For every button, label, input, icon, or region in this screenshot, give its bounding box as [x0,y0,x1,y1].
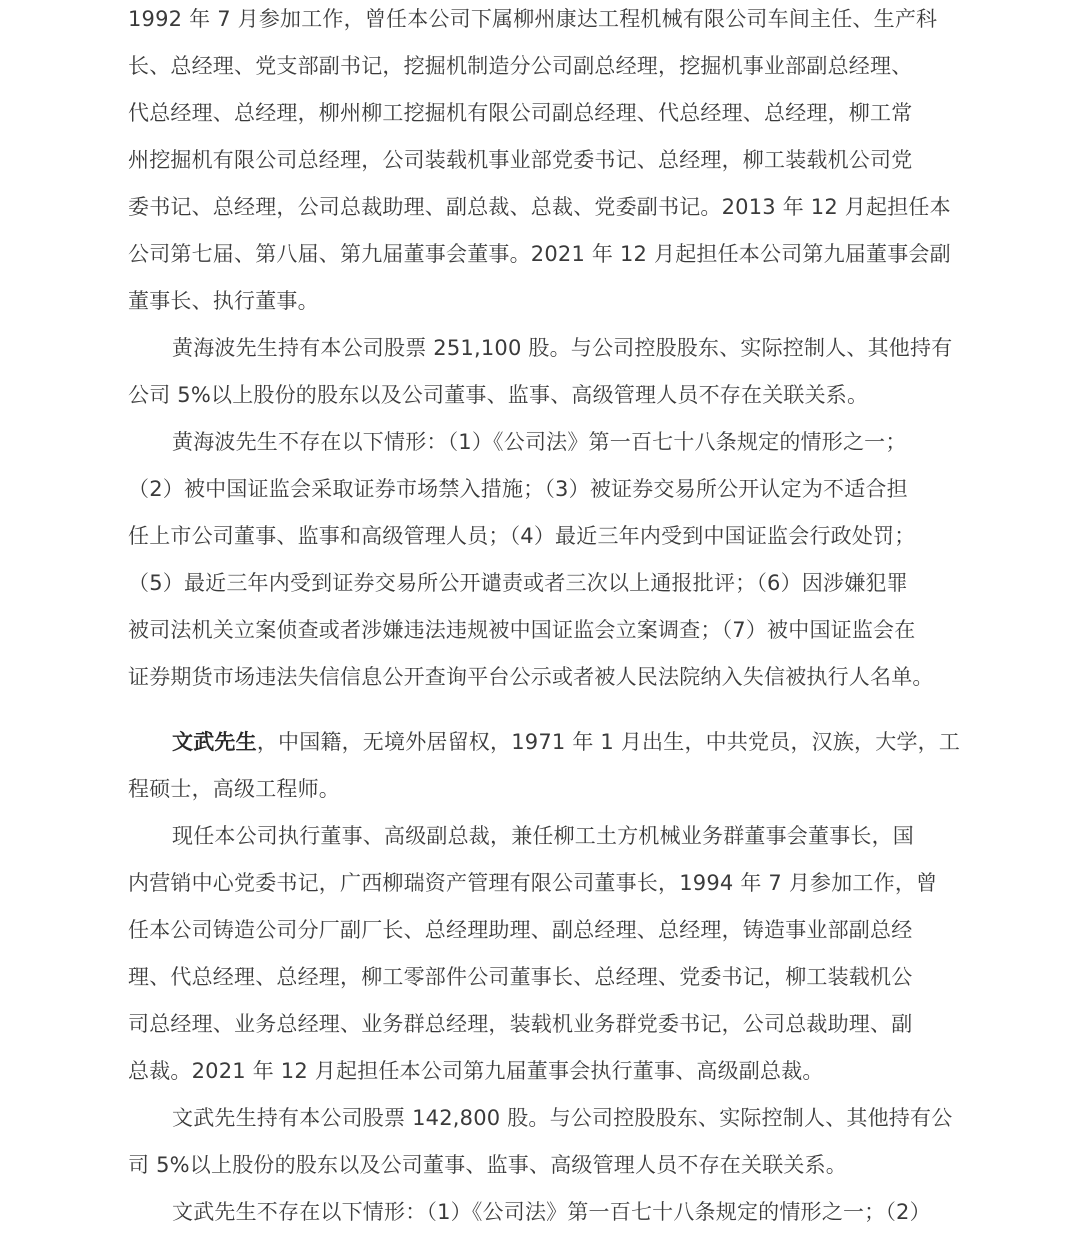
text-line: 董事长、执行董事。 [128,289,319,313]
text-line: 被司法机关立案侦查或者涉嫌违法违规被中国证监会立案调查；（7）被中国证监会在 [128,618,916,642]
text-line [172,727,960,757]
text-line: 黄海波先生不存在以下情形：（1）《公司法》第一百七十八条规定的情形之一； [172,430,907,454]
text-line: 公司 5%以上股份的股东以及公司董事、监事、高级管理人员不存在关联关系。 [128,383,869,407]
text-line: 司总经理、业务总经理、业务群总经理，装载机业务群党委书记，公司总裁助理、副 [128,1012,913,1036]
text-line: 公司第七届、第八届、第九届董事会董事。2021 年 12 月起担任本公司第九届董事会副 [128,242,951,266]
text-line: 任本公司铸造公司分厂副厂长、总经理助理、副总经理、总经理，铸造事业部副总经 [128,918,913,942]
text-line: 内营销中心党委书记，广西柳瑞资产管理有限公司董事长，1994 年 7 月参加工作，曾 [128,871,938,895]
text-line: 文武先生不存在以下情形：（1）《公司法》第一百七十八条规定的情形之一；（2） [172,1200,931,1224]
text-span: ，中国籍，无境外居留权，1971 年 1 月出生，中共党员，汉族，大学，工 [256,730,961,754]
text-line: 文武先生持有本公司股票 142,800 股。与公司控股股东、实际控制人、其他持有公 [172,1106,953,1130]
text-line: 总裁。2021 年 12 月起担任本公司第九届董事会执行董事、高级副总裁。 [128,1059,824,1083]
text-line: 程硕士，高级工程师。 [128,777,340,801]
text-line: 州挖掘机有限公司总经理，公司装载机事业部党委书记、总经理，柳工装载机公司党 [128,148,913,172]
text-line: （5）最近三年内受到证券交易所公开谴责或者三次以上通报批评；（6）因涉嫌犯罪 [128,571,908,595]
text-line: 任上市公司董事、监事和高级管理人员；（4）最近三年内受到中国证监会行政处罚； [128,524,916,548]
text-line: 现任本公司执行董事、高级副总裁，兼任柳工土方机械业务群董事会董事长，国 [172,824,914,848]
text-line: 黄海波先生持有本公司股票 251,100 股。与公司控股股东、实际控制人、其他持有 [172,336,953,360]
text-line: 委书记、总经理，公司总裁助理、副总裁、总裁、党委副书记。2013 年 12 月起担任本 [128,195,951,219]
text-line: 证券期货市场违法失信信息公开查询平台公示或者被人民法院纳入失信被执行人名单。 [128,665,934,689]
text-line: 长、总经理、党支部副书记，挖掘机制造分公司副总经理，挖掘机事业部副总经理、 [128,54,913,78]
text-line: 代总经理、总经理，柳州柳工挖掘机有限公司副总经理、代总经理、总经理，柳工常 [128,101,913,125]
text-line: 1992 年 7 月参加工作，曾任本公司下属柳州康达工程机械有限公司车间主任、生产科 [128,7,938,31]
text-line: 司 5%以上股份的股东以及公司董事、监事、高级管理人员不存在关联关系。 [128,1153,847,1177]
person-name-heading: 文武先生 [172,730,257,754]
text-line: 理、代总经理、总经理，柳工零部件公司董事长、总经理、党委书记，柳工装载机公 [128,965,913,989]
text-line: （2）被中国证监会采取证券市场禁入措施；（3）被证券交易所公开认定为不适合担 [128,477,908,501]
